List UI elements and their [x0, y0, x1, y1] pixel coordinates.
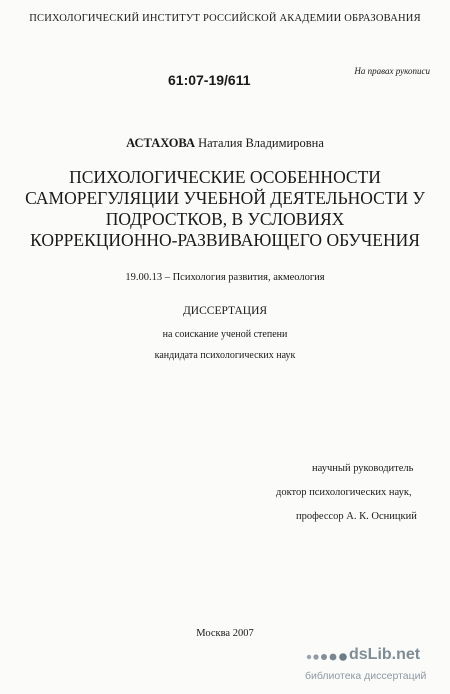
title-line: КОРРЕКЦИОННО-РАЗВИВАЮЩЕГО ОБУЧЕНИЯ — [30, 230, 420, 250]
degree-line-2: кандидата психологических наук — [154, 350, 296, 361]
supervisor-degree: доктор психологических наук, — [276, 487, 412, 498]
title-line: САМОРЕГУЛЯЦИИ УЧЕБНОЙ ДЕЯТЕЛЬНОСТИ У — [25, 188, 425, 208]
watermark-logo: dsLib.net — [349, 646, 421, 663]
dslib-watermark — [305, 646, 445, 692]
watermark-subtitle: библиотека диссертаций — [305, 670, 427, 682]
supervisor-name: профессор А. К. Осницкий — [296, 511, 417, 522]
author-name: Наталия Владимировна — [198, 136, 324, 150]
title-line: ПОДРОСТКОВ, В УСЛОВИЯХ — [105, 209, 345, 229]
institute-name: ПСИХОЛОГИЧЕСКИЙ ИНСТИТУТ РОССИЙСКОЙ АКАДЕМИИ ОБРАЗОВАНИЯ — [29, 13, 421, 24]
author-line — [0, 136, 450, 151]
city-year: Москва 2007 — [196, 628, 254, 639]
catalog-code: 61:07-19/611 — [168, 72, 251, 88]
dissertation-title — [0, 167, 450, 251]
specialty-code: 19.00.13 – Психология развития, акмеология — [125, 272, 325, 283]
title-line: ПСИХОЛОГИЧЕСКИЕ ОСОБЕННОСТИ — [69, 167, 381, 187]
supervisor-role: научный руководитель — [312, 463, 414, 474]
watermark-dots-icon — [305, 650, 349, 664]
degree-line-1: на соискание ученой степени — [162, 329, 288, 340]
dissertation-heading: ДИССЕРТАЦИЯ — [182, 305, 268, 317]
manuscript-note: На правах рукописи — [354, 66, 430, 76]
author-surname: АСТАХОВА — [126, 136, 195, 150]
